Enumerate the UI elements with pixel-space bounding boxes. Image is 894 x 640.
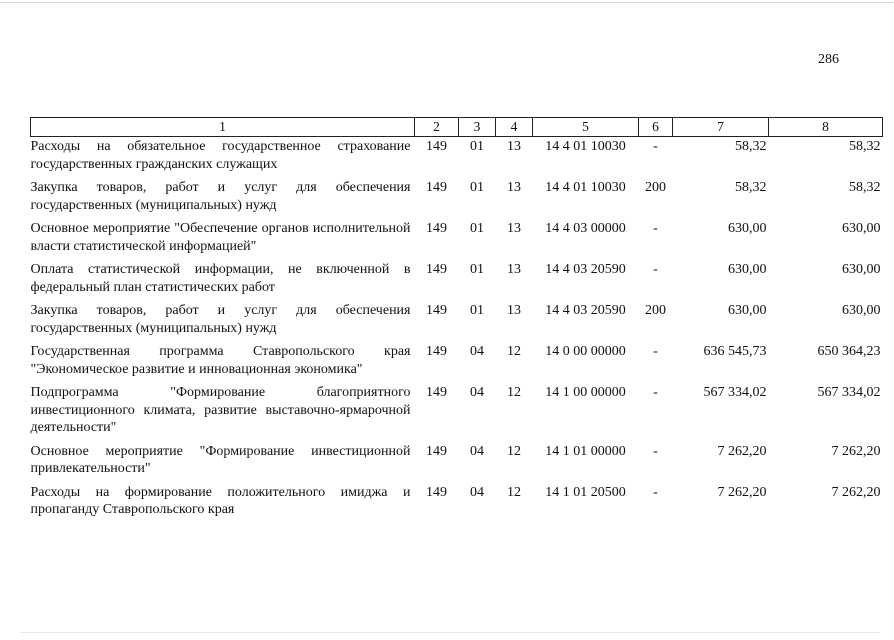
cell-code-5: 14 4 03 20590 xyxy=(545,303,626,318)
cell-amount-7: 58,32 xyxy=(735,139,767,154)
row-name: Расходы на формирование положительного имиджа и пропаганду Ставропольского края xyxy=(30,484,411,517)
cell-amount-7: 7 262,20 xyxy=(717,484,767,500)
cell-code-3: 01 xyxy=(470,180,484,195)
cell-code-6: - xyxy=(653,385,658,400)
cell-code-3: 04 xyxy=(470,385,484,400)
cell-code-4: 13 xyxy=(507,303,521,318)
cell-code-3: 04 xyxy=(470,344,484,359)
column-header: 6 xyxy=(639,118,673,137)
cell-code-2: 149 xyxy=(426,262,447,277)
cell-code-6: - xyxy=(653,484,658,500)
cell-code-6: - xyxy=(653,139,658,154)
row-name: Подпрограмма "Формирование благоприятного инвестиционного климата, развитие выставочно-ярмарочной деятельности" xyxy=(30,385,411,435)
cell-code-4: 12 xyxy=(507,484,521,500)
cell-code-4: 13 xyxy=(507,262,521,277)
cell-code-4: 13 xyxy=(507,221,521,236)
cell-amount-8: 630,00 xyxy=(842,303,881,318)
cell-amount-7: 636 545,73 xyxy=(703,344,767,359)
cell-code-3: 04 xyxy=(470,484,484,500)
table-row xyxy=(31,343,883,384)
cell-amount-7: 58,32 xyxy=(735,180,767,195)
cell-amount-8: 7 262,20 xyxy=(831,484,881,500)
cell-code-6: - xyxy=(653,221,658,236)
budget-table xyxy=(30,117,883,525)
table-header-row xyxy=(31,118,883,137)
cell-code-3: 01 xyxy=(470,221,484,236)
row-name: Оплата статистической информации, не включенной в федеральный план статистических работ xyxy=(30,262,411,295)
cell-code-6: - xyxy=(653,262,658,277)
cell-code-6: 200 xyxy=(645,303,666,318)
cell-code-3: 04 xyxy=(470,443,484,459)
cell-code-3: 01 xyxy=(470,139,484,154)
cell-amount-7: 7 262,20 xyxy=(717,443,767,459)
cell-code-4: 12 xyxy=(507,385,521,400)
row-name: Государственная программа Ставропольского края "Экономическое развитие и инновационная экономика" xyxy=(30,344,411,377)
cell-code-4: 12 xyxy=(507,443,521,459)
cell-code-2: 149 xyxy=(426,344,447,359)
cell-amount-8: 630,00 xyxy=(842,262,881,277)
cell-code-2: 149 xyxy=(426,443,447,459)
cell-amount-7: 630,00 xyxy=(728,262,767,277)
cell-code-2: 149 xyxy=(426,139,447,154)
cell-code-6: - xyxy=(653,443,658,459)
row-name: Закупка товаров, работ и услуг для обеспечения государственных (муниципальных) нужд xyxy=(30,180,411,213)
cell-code-6: - xyxy=(653,344,658,359)
cell-code-2: 149 xyxy=(426,221,447,236)
row-name: Закупка товаров, работ и услуг для обеспечения государственных (муниципальных) нужд xyxy=(30,303,411,336)
cell-code-5: 14 1 00 00000 xyxy=(545,385,626,400)
column-header: 4 xyxy=(496,118,533,137)
page-number: 286 xyxy=(818,52,839,67)
cell-code-5: 14 4 01 10030 xyxy=(545,139,626,154)
table-row xyxy=(31,137,883,180)
cell-code-5: 14 1 01 00000 xyxy=(545,443,626,459)
cell-code-2: 149 xyxy=(426,303,447,318)
cell-code-3: 01 xyxy=(470,303,484,318)
cell-code-5: 14 1 01 20500 xyxy=(545,484,626,500)
cell-code-5: 14 4 03 20590 xyxy=(545,262,626,277)
scan-edge-bottom xyxy=(20,632,880,633)
cell-code-5: 14 4 03 00000 xyxy=(545,221,626,236)
table-row xyxy=(31,179,883,220)
cell-amount-8: 7 262,20 xyxy=(831,443,881,459)
column-header: 8 xyxy=(769,118,883,137)
cell-amount-8: 567 334,02 xyxy=(817,385,881,400)
cell-code-2: 149 xyxy=(426,180,447,195)
cell-amount-8: 58,32 xyxy=(849,180,881,195)
row-name: Расходы на обязательное государственное страхование государственных гражданских служащих xyxy=(30,139,411,172)
row-name: Основное мероприятие "Формирование инвестиционной привлекательности" xyxy=(30,443,411,476)
table-row xyxy=(31,220,883,261)
table-row xyxy=(31,261,883,302)
cell-amount-8: 58,32 xyxy=(849,139,881,154)
cell-code-2: 149 xyxy=(426,385,447,400)
cell-amount-8: 630,00 xyxy=(842,221,881,236)
column-header: 2 xyxy=(415,118,459,137)
cell-code-2: 149 xyxy=(426,484,447,500)
scan-edge-top xyxy=(0,2,894,3)
cell-code-5: 14 0 00 00000 xyxy=(545,344,626,359)
table-row xyxy=(31,484,883,525)
cell-code-3: 01 xyxy=(470,262,484,277)
cell-amount-8: 650 364,23 xyxy=(817,344,881,359)
cell-amount-7: 630,00 xyxy=(728,303,767,318)
table-row xyxy=(31,384,883,443)
cell-code-6: 200 xyxy=(645,180,666,195)
column-header: 3 xyxy=(459,118,496,137)
cell-code-4: 13 xyxy=(507,180,521,195)
column-header: 1 xyxy=(31,118,415,137)
cell-code-5: 14 4 01 10030 xyxy=(545,180,626,195)
cell-amount-7: 630,00 xyxy=(728,221,767,236)
row-name: Основное мероприятие "Обеспечение органов исполнительной власти статистической информацией" xyxy=(30,221,411,254)
cell-code-4: 12 xyxy=(507,344,521,359)
table-row xyxy=(31,302,883,343)
table-row xyxy=(31,443,883,484)
cell-amount-7: 567 334,02 xyxy=(703,385,767,400)
cell-code-4: 13 xyxy=(507,139,521,154)
column-header: 7 xyxy=(673,118,769,137)
column-header: 5 xyxy=(533,118,639,137)
